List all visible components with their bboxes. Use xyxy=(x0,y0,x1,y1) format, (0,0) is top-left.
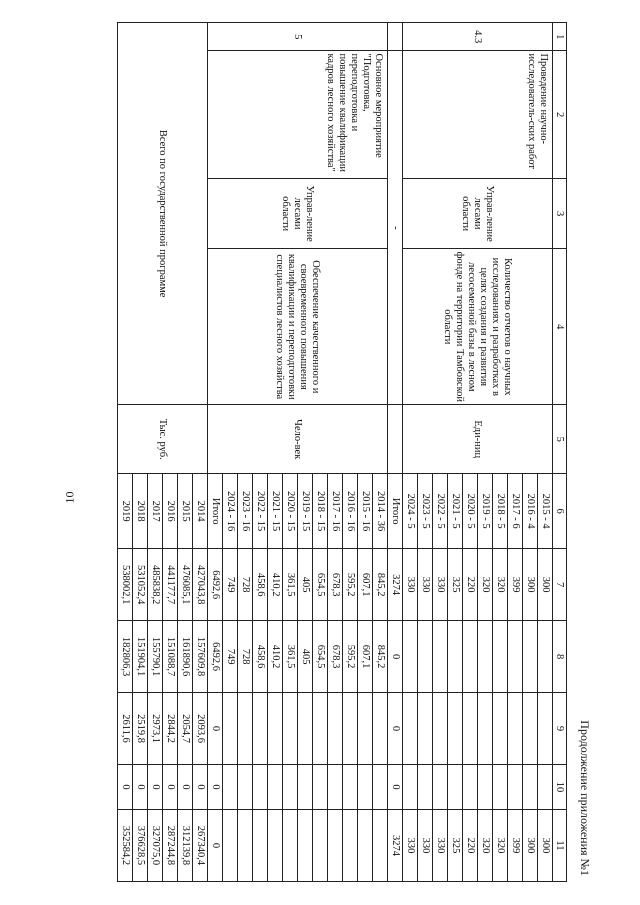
value-cell: 151088,7 xyxy=(163,621,178,693)
value-cell: 654,5 xyxy=(313,549,328,621)
value-cell xyxy=(373,765,388,810)
value-cell: 320 xyxy=(478,809,493,881)
value-cell: 330 xyxy=(418,549,433,621)
value-cell: 678,3 xyxy=(328,621,343,693)
value-cell: 2054,7 xyxy=(178,693,193,765)
year-cell: 2014 xyxy=(193,474,208,549)
value-cell: 330 xyxy=(403,549,418,621)
column-number-row xyxy=(553,23,567,882)
value-cell: 6492,6 xyxy=(208,621,223,693)
unit-cell: Чело-век xyxy=(208,405,388,474)
value-cell xyxy=(448,621,463,693)
empty-cell xyxy=(388,23,403,51)
value-cell: 220 xyxy=(463,549,478,621)
value-cell xyxy=(298,765,313,810)
row-number-cell: 4.3 xyxy=(403,23,553,51)
value-cell xyxy=(343,765,358,810)
value-cell xyxy=(508,621,523,693)
value-cell: 6492,6 xyxy=(208,549,223,621)
value-cell: 845,2 xyxy=(373,549,388,621)
value-cell xyxy=(463,693,478,765)
year-cell: 2015 xyxy=(178,474,193,549)
year-indicator-cell: 2018 - 15 xyxy=(313,474,328,549)
value-cell xyxy=(238,765,253,810)
value-cell: 2611,6 xyxy=(118,693,133,765)
col-number: 9 xyxy=(553,693,567,765)
year-indicator-cell: 2023 - 16 xyxy=(238,474,253,549)
value-cell: 607,1 xyxy=(358,621,373,693)
value-cell xyxy=(478,621,493,693)
value-cell: 410,2 xyxy=(268,621,283,693)
value-cell xyxy=(508,765,523,810)
col-number: 6 xyxy=(553,474,567,549)
unit-cell: Тыс. руб. xyxy=(118,405,208,474)
value-cell xyxy=(283,765,298,810)
year-cell: 2017 xyxy=(148,474,163,549)
year-indicator-cell: 2022 - 15 xyxy=(253,474,268,549)
value-cell: 538002,1 xyxy=(118,549,133,621)
year-indicator-cell: 2018 - 5 xyxy=(493,474,508,549)
value-cell: 2844,2 xyxy=(163,693,178,765)
value-cell: 151904,1 xyxy=(133,621,148,693)
value-cell: 182806,3 xyxy=(118,621,133,693)
value-cell xyxy=(403,693,418,765)
value-cell: 2973,1 xyxy=(148,693,163,765)
value-cell xyxy=(418,693,433,765)
value-cell xyxy=(538,621,553,693)
value-cell: 0 xyxy=(118,765,133,810)
dash-cell: - xyxy=(388,51,403,405)
col-number: 5 xyxy=(553,405,567,474)
value-cell xyxy=(373,693,388,765)
value-cell: 0 xyxy=(388,693,403,765)
value-cell xyxy=(373,809,388,881)
value-cell xyxy=(313,693,328,765)
value-cell: 327075,0 xyxy=(148,809,163,881)
year-indicator-cell: 2020 - 5 xyxy=(463,474,478,549)
value-cell xyxy=(298,693,313,765)
col-number: 4 xyxy=(553,249,567,405)
value-cell: 300 xyxy=(538,809,553,881)
indicator-cell: Количество отчетов о научных исследованиях и разработках в целях создания и развития лесосеменной базы в лесном фонде на территории Тамбовской области xyxy=(403,249,553,405)
year-indicator-cell: 2021 - 15 xyxy=(268,474,283,549)
value-cell: 399 xyxy=(508,809,523,881)
value-cell: 0 xyxy=(208,765,223,810)
value-cell: 161890,6 xyxy=(178,621,193,693)
value-cell: 405 xyxy=(298,549,313,621)
value-cell xyxy=(433,693,448,765)
value-cell xyxy=(508,693,523,765)
executor-cell: Управ-ление лесами области xyxy=(208,178,388,248)
value-cell: 3274 xyxy=(388,549,403,621)
value-cell: 441177,7 xyxy=(163,549,178,621)
executor-cell: Управ-ление лесами области xyxy=(403,178,553,248)
value-cell: 2093,6 xyxy=(193,693,208,765)
year-indicator-cell: 2021 - 5 xyxy=(448,474,463,549)
value-cell: 155790,1 xyxy=(148,621,163,693)
value-cell xyxy=(223,809,238,881)
year-indicator-cell: 2022 - 5 xyxy=(433,474,448,549)
value-cell xyxy=(238,693,253,765)
col-number: 2 xyxy=(553,51,567,178)
value-cell: 0 xyxy=(388,621,403,693)
value-cell xyxy=(268,765,283,810)
year-indicator-cell: 2015 - 16 xyxy=(358,474,373,549)
value-cell xyxy=(493,765,508,810)
value-cell xyxy=(238,809,253,881)
unit-cell: Еди-ниц xyxy=(403,405,553,474)
value-cell: 728 xyxy=(238,621,253,693)
col-number: 3 xyxy=(553,178,567,248)
measure-name-cell: Основное мероприятие "Подготовка, переподготовка и повышение квалификации кадров лесного хозяйства" xyxy=(208,51,388,178)
value-cell xyxy=(358,693,373,765)
value-cell: 0 xyxy=(178,765,193,810)
value-cell: 376628,5 xyxy=(133,809,148,881)
value-cell: 0 xyxy=(193,765,208,810)
value-cell xyxy=(253,693,268,765)
value-cell xyxy=(463,765,478,810)
year-indicator-cell: 2016 - 16 xyxy=(343,474,358,549)
value-cell xyxy=(523,693,538,765)
year-indicator-cell: 2024 - 5 xyxy=(403,474,418,549)
value-cell xyxy=(343,693,358,765)
value-cell xyxy=(313,765,328,810)
value-cell xyxy=(253,765,268,810)
value-cell: 595,2 xyxy=(343,621,358,693)
value-cell xyxy=(478,765,493,810)
grand-total-label: Всего по государственной программе xyxy=(118,23,208,405)
value-cell: 330 xyxy=(403,809,418,881)
year-indicator-cell: 2017 - 6 xyxy=(508,474,523,549)
table-row xyxy=(538,23,553,882)
table-row xyxy=(193,23,208,882)
year-indicator-cell: 2017 - 16 xyxy=(328,474,343,549)
value-cell: 325 xyxy=(448,809,463,881)
value-cell: 361,5 xyxy=(283,621,298,693)
year-indicator-cell: 2020 - 15 xyxy=(283,474,298,549)
value-cell: 3274 xyxy=(388,809,403,881)
year-indicator-cell: 2024 - 16 xyxy=(223,474,238,549)
value-cell xyxy=(538,765,553,810)
year-indicator-cell: Итого xyxy=(208,474,223,549)
value-cell: 330 xyxy=(433,809,448,881)
value-cell: 320 xyxy=(478,549,493,621)
value-cell: 2519,8 xyxy=(133,693,148,765)
value-cell: 320 xyxy=(493,809,508,881)
value-cell: 325 xyxy=(448,549,463,621)
value-cell xyxy=(538,693,553,765)
value-cell: 0 xyxy=(133,765,148,810)
value-cell xyxy=(523,765,538,810)
value-cell: 405 xyxy=(298,621,313,693)
row-number-cell: 5 xyxy=(208,23,388,51)
value-cell: 330 xyxy=(418,809,433,881)
value-cell xyxy=(493,693,508,765)
value-cell: 312139,8 xyxy=(178,809,193,881)
value-cell xyxy=(418,621,433,693)
value-cell: 749 xyxy=(223,621,238,693)
value-cell: 352584,2 xyxy=(118,809,133,881)
value-cell xyxy=(403,765,418,810)
value-cell: 157609,8 xyxy=(193,621,208,693)
value-cell: 485838,2 xyxy=(148,549,163,621)
value-cell xyxy=(223,693,238,765)
value-cell: 361,5 xyxy=(283,549,298,621)
col-number: 7 xyxy=(553,549,567,621)
value-cell xyxy=(328,693,343,765)
col-number: 10 xyxy=(553,765,567,810)
value-cell: 287244,8 xyxy=(163,809,178,881)
value-cell: 749 xyxy=(223,549,238,621)
value-cell: 0 xyxy=(148,765,163,810)
value-cell: 320 xyxy=(493,549,508,621)
value-cell: 531052,4 xyxy=(133,549,148,621)
measure-name-cell: Проведение научно-исследователь-ских работ xyxy=(403,51,553,178)
value-cell xyxy=(298,809,313,881)
table-body xyxy=(118,23,553,882)
value-cell xyxy=(403,621,418,693)
year-indicator-cell: 2019 - 15 xyxy=(298,474,313,549)
year-cell: 2016 xyxy=(163,474,178,549)
col-number: 1 xyxy=(553,23,567,51)
value-cell xyxy=(343,809,358,881)
value-cell xyxy=(313,809,328,881)
value-cell: 300 xyxy=(523,549,538,621)
col-number: 11 xyxy=(553,809,567,881)
value-cell: 0 xyxy=(208,809,223,881)
value-cell: 300 xyxy=(523,809,538,881)
empty-cell xyxy=(388,405,403,474)
value-cell: 595,2 xyxy=(343,549,358,621)
value-cell xyxy=(328,765,343,810)
year-indicator-cell: 2019 - 5 xyxy=(478,474,493,549)
value-cell xyxy=(418,765,433,810)
value-cell: 300 xyxy=(538,549,553,621)
value-cell: 476085,1 xyxy=(178,549,193,621)
value-cell xyxy=(478,693,493,765)
value-cell xyxy=(328,809,343,881)
value-cell xyxy=(493,621,508,693)
value-cell: 678,3 xyxy=(328,549,343,621)
value-cell xyxy=(283,693,298,765)
value-cell xyxy=(268,809,283,881)
indicator-cell: Обеспечение качественного и своевременного повышения квалификации и переподготовки специалистов лесного хозяйства xyxy=(208,249,388,405)
value-cell: 267340,4 xyxy=(193,809,208,881)
year-indicator-cell: 2016 - 4 xyxy=(523,474,538,549)
table-row xyxy=(388,23,403,882)
program-table xyxy=(117,22,567,882)
value-cell: 845,2 xyxy=(373,621,388,693)
year-indicator-cell: 2015 - 4 xyxy=(538,474,553,549)
year-indicator-cell: Итого xyxy=(388,474,403,549)
value-cell: 410,2 xyxy=(268,549,283,621)
value-cell xyxy=(448,765,463,810)
year-cell: 2018 xyxy=(133,474,148,549)
value-cell xyxy=(433,765,448,810)
value-cell: 427043,8 xyxy=(193,549,208,621)
value-cell: 0 xyxy=(208,693,223,765)
value-cell xyxy=(358,809,373,881)
continuation-label: Продолжение приложения №1 xyxy=(578,720,592,876)
table-row xyxy=(373,23,388,882)
value-cell xyxy=(463,621,478,693)
value-cell xyxy=(223,765,238,810)
value-cell: 220 xyxy=(463,809,478,881)
page-number: 10 xyxy=(62,491,77,504)
value-cell xyxy=(433,621,448,693)
col-number: 8 xyxy=(553,621,567,693)
value-cell: 330 xyxy=(433,549,448,621)
value-cell: 458,6 xyxy=(253,549,268,621)
value-cell xyxy=(523,621,538,693)
year-indicator-cell: 2023 - 5 xyxy=(418,474,433,549)
value-cell: 399 xyxy=(508,549,523,621)
value-cell xyxy=(448,693,463,765)
value-cell xyxy=(283,809,298,881)
value-cell: 728 xyxy=(238,549,253,621)
rotated-page-content xyxy=(43,22,598,882)
value-cell: 607,1 xyxy=(358,549,373,621)
value-cell: 0 xyxy=(388,765,403,810)
value-cell: 458,6 xyxy=(253,621,268,693)
value-cell xyxy=(268,693,283,765)
value-cell xyxy=(253,809,268,881)
year-indicator-cell: 2014 - 36 xyxy=(373,474,388,549)
value-cell: 654,5 xyxy=(313,621,328,693)
year-cell: 2019 xyxy=(118,474,133,549)
value-cell xyxy=(358,765,373,810)
value-cell: 0 xyxy=(163,765,178,810)
